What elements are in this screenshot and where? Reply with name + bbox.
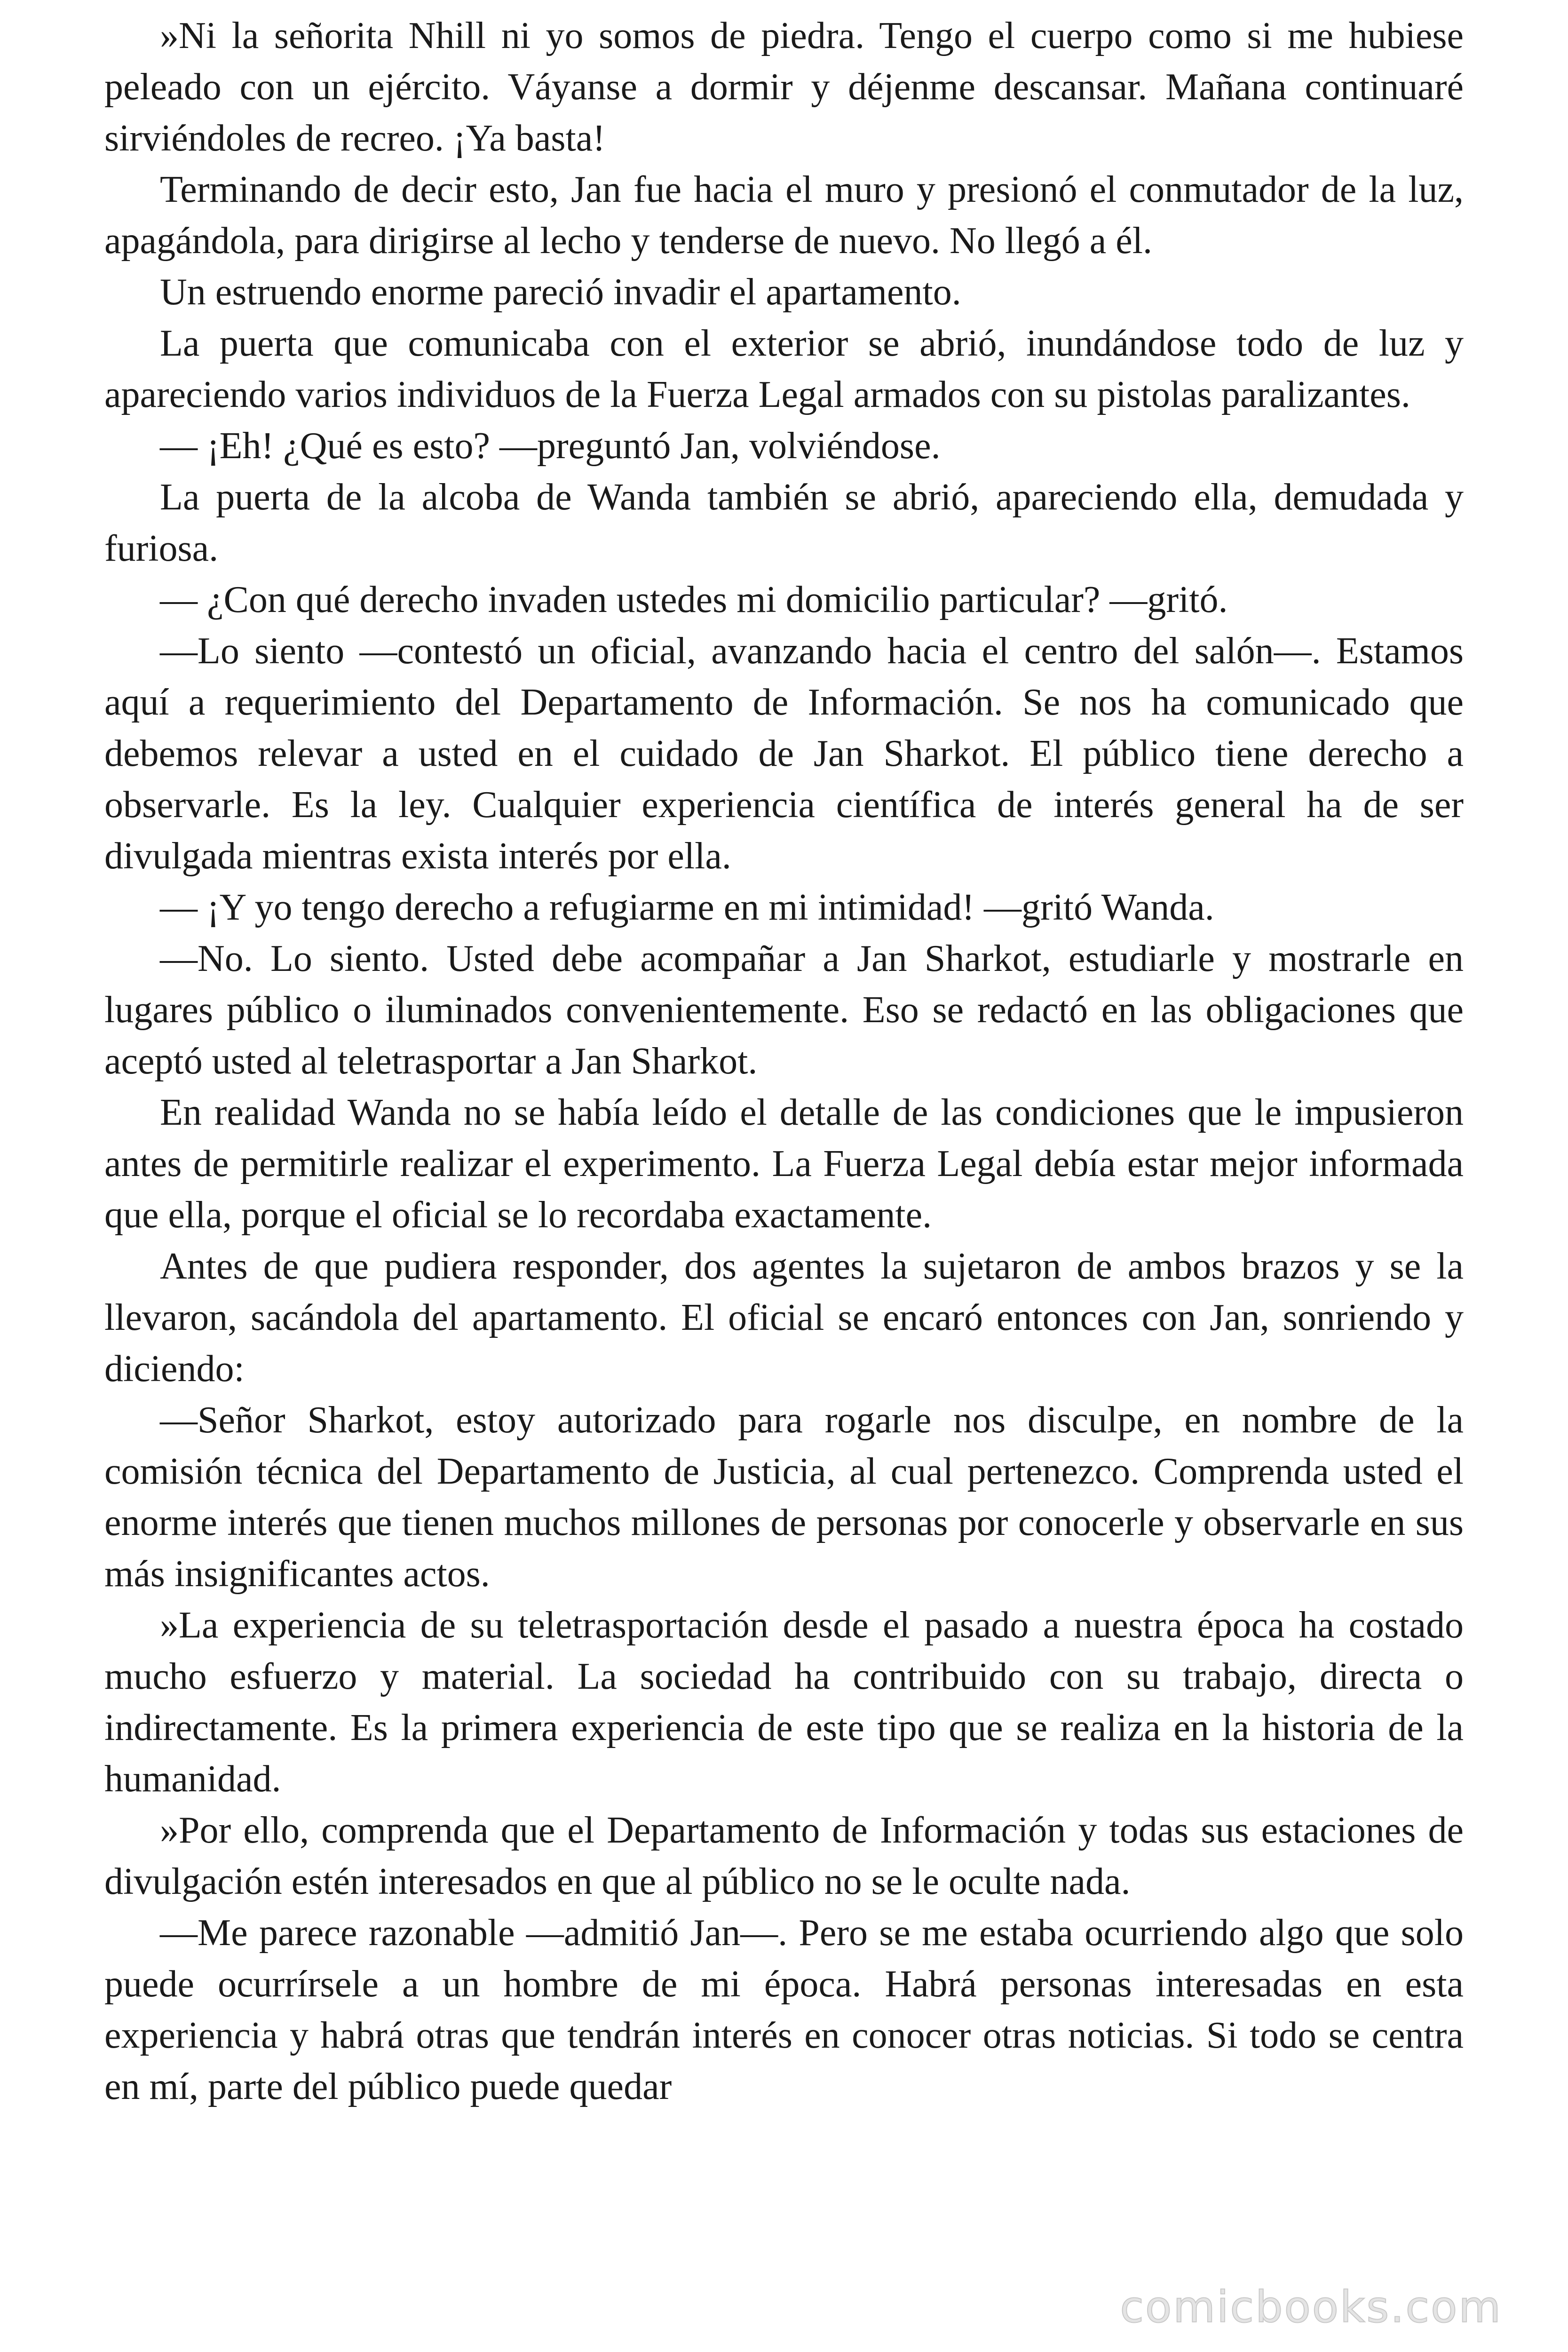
paragraph: — ¿Con qué derecho invaden ustedes mi domicilio particular? —gritó. [160, 579, 1228, 620]
paragraph: Terminando de decir esto, Jan fue hacia el muro y presionó el conmutador de la luz, apagándola, para dirigirse al lecho y tenderse de nuevo. No llegó a él. [104, 169, 1464, 262]
watermark-logo: comicbooks.com [1120, 2282, 1502, 2332]
book-page-text [104, 10, 1464, 2113]
paragraph: La puerta de la alcoba de Wanda también se abrió, apareciendo ella, demudada y furiosa. [104, 477, 1464, 569]
paragraph: La puerta que comunicaba con el exterior se abrió, inundándose todo de luz y apareciendo varios individuos de la Fuerza Legal armados con su pistolas paralizantes. [104, 323, 1464, 415]
paragraph: —Lo siento —contestó un oficial, avanzando hacia el centro del salón—. Estamos aquí a requerimiento del Departamento de Información. Se nos ha comunicado que debemos relevar a usted en el cuidado de Jan Sharkot. El público tiene derecho a observarle. Es la ley. Cualquier experiencia científica de interés general ha de ser divulgada mientras exista interés por ella. [104, 630, 1464, 877]
paragraph: »Por ello, comprenda que el Departamento de Información y todas sus estaciones de divulgación estén interesados en que al público no se le oculte nada. [104, 1810, 1464, 1902]
paragraph: »La experiencia de su teletrasportación desde el pasado a nuestra época ha costado mucho esfuerzo y material. La sociedad ha contribuido con su trabajo, directa o indirectamente. Es la primera experiencia de este tipo que se realiza en la historia de la humanidad. [104, 1605, 1464, 1800]
paragraph: Un estruendo enorme pareció invadir el apartamento. [160, 271, 961, 313]
paragraph: Antes de que pudiera responder, dos agentes la sujetaron de ambos brazos y se la llevaron, sacándola del apartamento. El oficial se encaró entonces con Jan, sonriendo y diciendo: [104, 1246, 1464, 1390]
paragraph: »Ni la señorita Nhill ni yo somos de piedra. Tengo el cuerpo como si me hubiese peleado con un ejército. Váyanse a dormir y déjenme descansar. Mañana continuaré sirviéndoles de recreo. ¡Ya basta! [104, 15, 1464, 159]
paragraph: —No. Lo siento. Usted debe acompañar a Jan Sharkot, estudiarle y mostrarle en lugares público o iluminados convenientemente. Eso se redactó en las obligaciones que aceptó usted al teletrasportar a Jan Sharkot. [104, 938, 1464, 1082]
paragraph: —Señor Sharkot, estoy autorizado para rogarle nos disculpe, en nombre de la comisión técnica del Departamento de Justicia, al cual pertenezco. Comprenda usted el enorme interés que tienen muchos millones de personas por conocerle y observarle en sus más insignificantes actos. [104, 1399, 1464, 1595]
paragraph: —Me parece razonable —admitió Jan—. Pero se me estaba ocurriendo algo que solo puede ocurrírsele a un hombre de mi época. Habrá personas interesadas en esta experiencia y habrá otras que tendrán interés en conocer otras noticias. Si todo se centra en mí, parte del público puede quedar [104, 1912, 1464, 2107]
paragraph: — ¡Y yo tengo derecho a refugiarme en mi intimidad! —gritó Wanda. [160, 887, 1214, 928]
paragraph: En realidad Wanda no se había leído el detalle de las condiciones que le impusieron antes de permitirle realizar el experimento. La Fuerza Legal debía estar mejor informada que ella, porque el oficial se lo recordaba exactamente. [104, 1092, 1464, 1236]
paragraph: — ¡Eh! ¿Qué es esto? —preguntó Jan, volviéndose. [160, 425, 941, 467]
